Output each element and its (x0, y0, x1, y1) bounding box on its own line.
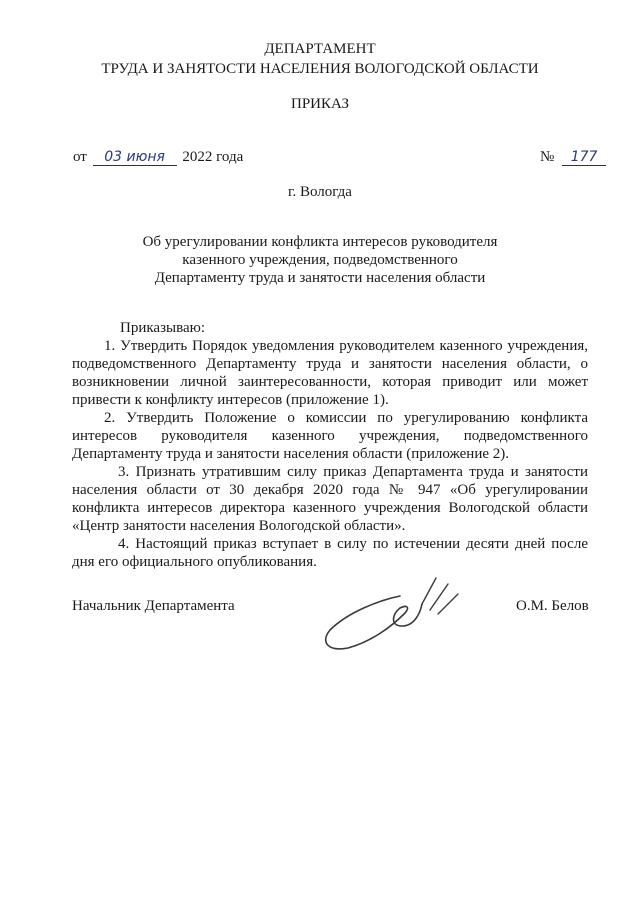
date-handwritten: 03 июня (93, 150, 177, 166)
document-type: ПРИКАЗ (291, 96, 349, 112)
signatory-position: Начальник Департамента (72, 598, 235, 614)
order-number (540, 148, 606, 166)
order-intro: Приказываю: (120, 320, 205, 336)
order-paragraph-1: 1. Утвердить Порядок уведомления руководителем казенного учреждения, подведомственного Департаменту труда и занятости населения области, о возникновении личной заинтересованности, которая приводит или может привести к конфликту интересов (приложение 1). (72, 338, 588, 408)
number-handwritten: 177 (562, 150, 606, 166)
order-subject (0, 233, 640, 287)
signatory-name: О.М. Белов (516, 598, 589, 614)
subject-line: Об урегулировании конфликта интересов руководителя (142, 234, 498, 250)
department-title-line1: ДЕПАРТАМЕНТ (264, 41, 376, 57)
city: г. Вологда (288, 184, 352, 200)
order-paragraph-4: 4. Настоящий приказ вступает в силу по истечении десяти дней после дня его официального опубликования. (72, 536, 588, 570)
date-prefix: от (73, 149, 87, 165)
handwritten-signature (318, 570, 468, 660)
order-body (72, 319, 588, 571)
date-row (73, 148, 243, 166)
subject-line: казенного учреждения, подведомственного (182, 252, 458, 268)
order-paragraph-3: 3. Признать утратившим силу приказ Департамента труда и занятости населения области от 30 декабря 2020 года № 947 «Об урегулировании конфликта интересов директора казенного учреждения Вологодской области «Центр занятости населения Вологодской области». (72, 464, 588, 534)
number-label: № (540, 149, 555, 165)
department-title-line2: ТРУДА И ЗАНЯТОСТИ НАСЕЛЕНИЯ ВОЛОГОДСКОЙ ОБЛАСТИ (101, 61, 539, 77)
date-suffix: 2022 года (182, 149, 244, 165)
order-paragraph-2: 2. Утвердить Положение о комиссии по урегулированию конфликта интересов руководителя казенного учреждения, подведомственного Департаменту труда и занятости населения области (приложение 2). (72, 410, 588, 462)
subject-line: Департаменту труда и занятости населения области (154, 270, 486, 286)
